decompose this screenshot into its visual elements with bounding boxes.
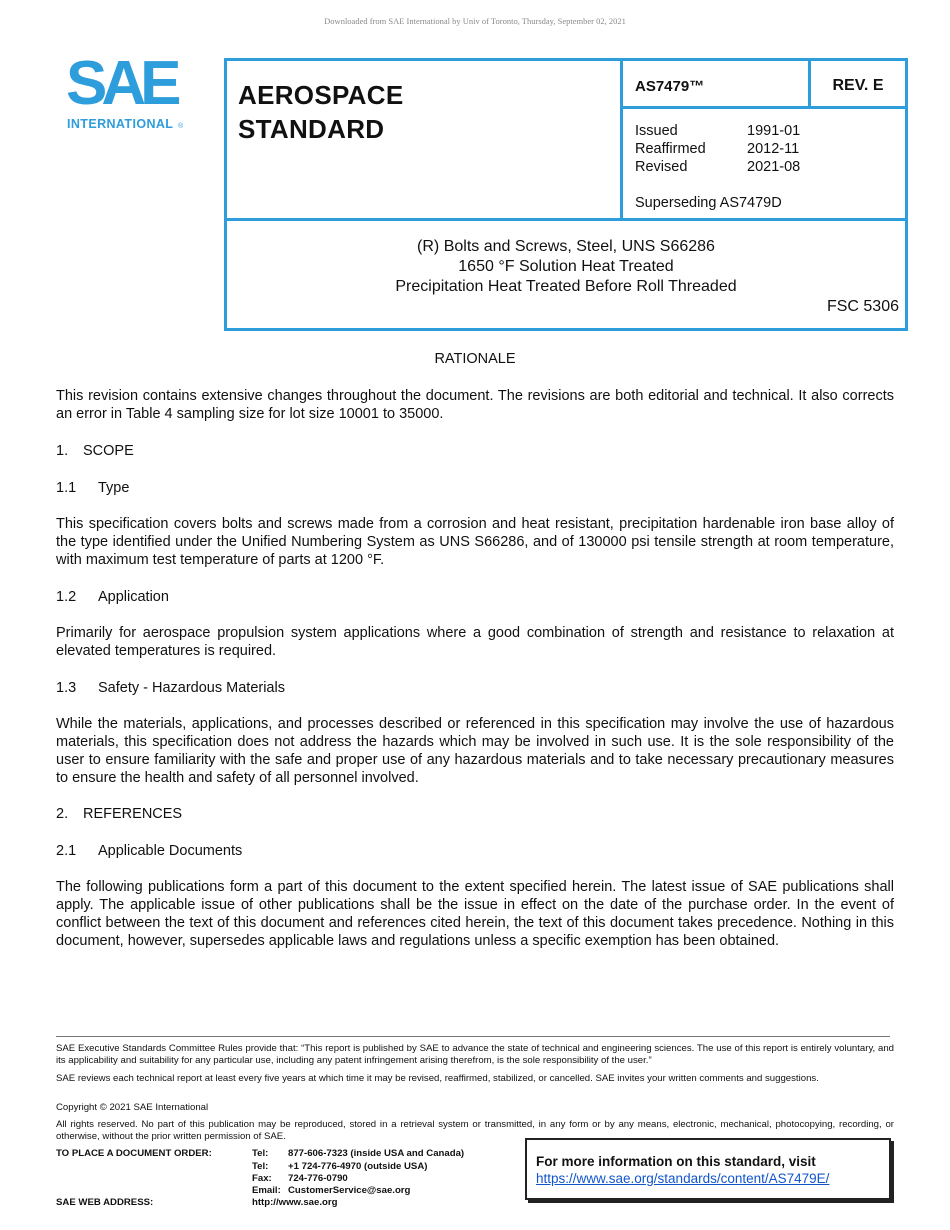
contact-label: Tel: [252, 1161, 269, 1172]
rights-note: All rights reserved. No part of this publication may be reproduced, stored in a retrieval system or transmitted, in any form or by any means, electronic, mechanical, photocopying, recording, or otherwise, without the prior written permission of SAE. [56, 1119, 894, 1142]
committee-rules-note: SAE Executive Standards Committee Rules provide that: “This report is published by SAE to advance the state of technical and engineering sciences. The use of this report is entirely voluntary, and its applicability and suitability for any particular use, including any patent infringement arising therefrom, is the sole responsibility of the user.” [56, 1043, 894, 1066]
contact-value: +1 724-776-4970 (outside USA) [288, 1161, 428, 1172]
revised-date: 2021-08 [747, 159, 801, 175]
sae-logo [66, 54, 194, 134]
contact-label: Fax: [252, 1173, 272, 1184]
dates-box [620, 106, 908, 221]
contact-label: Tel: [252, 1148, 269, 1159]
revision-box [808, 58, 908, 109]
section-heading-scope: 1. SCOPE [56, 443, 134, 459]
document-number: AS7479™ [635, 78, 705, 95]
web-address-label: SAE WEB ADDRESS: [56, 1197, 154, 1208]
rationale-paragraph: This revision contains extensive changes throughout the document. The revisions are both editorial and technical. It also corrects an error in Table 4 sampling size for lot size 10001 to 35000. [56, 388, 894, 422]
safety-paragraph: While the materials, applications, and processes described or referenced in this specification may involve the use of hazardous materials, this specification does not address the hazards which may be involved in such use. It is the sole responsibility of the user to ensure familiarity with the safe and proper use of any hazardous materials and to take necessary precautionary measures to ensure the health and safety of all personnel involved. [56, 716, 894, 786]
section-heading-application: 1.2 Application [56, 589, 169, 605]
standard-link[interactable]: https://www.sae.org/standards/content/AS7479E/ [536, 1171, 830, 1186]
web-address-link[interactable]: http://www.sae.org [252, 1197, 338, 1208]
document-number-box [620, 58, 811, 109]
registered-mark: ® [178, 123, 184, 130]
issued-date: 1991-01 [747, 123, 801, 139]
applicable-documents-paragraph: The following publications form a part of this document to the extent specified herein. The latest issue of SAE publications shall apply. The applicable issue of other publications shall be the issue in effect on the date of the purchase order. In the event of conflict between the text of this document and references cited herein, the text of this document takes precedence. Nothing in this document, however, supersedes applicable laws and regulations unless a specific exemption has been obtained. [56, 879, 894, 949]
sae-logo-subtitle: INTERNATIONAL [67, 117, 174, 131]
issued-label: Issued [635, 123, 678, 139]
section-heading-safety: 1.3 Safety - Hazardous Materials [56, 680, 285, 696]
standard-title-line: Precipitation Heat Treated Before Roll Threaded [395, 278, 737, 295]
superseding-note: Superseding AS7479D [635, 195, 782, 211]
document-type-title: AEROSPACE STANDARD [238, 80, 404, 144]
section-heading-references: 2. REFERENCES [56, 806, 183, 822]
revised-label: Revised [635, 159, 688, 175]
standard-title-box [224, 218, 908, 331]
application-paragraph: Primarily for aerospace propulsion system applications where a good combination of strength and resistance to relaxation at elevated temperatures is required. [56, 625, 894, 659]
contact-value: 877-606-7323 (inside USA and Canada) [288, 1148, 465, 1159]
type-paragraph: This specification covers bolts and screws made from a corrosion and heat resistant, precipitation hardenable iron base alloy of the type identified under the Unified Numbering System as UNS S66286, and of 130000 psi tensile strength at room temperature, with maximum test temperature of parts at 1200 °F. [56, 516, 894, 568]
reaffirmed-date: 2012-11 [747, 141, 800, 157]
sae-logo-letters: SAE [66, 54, 176, 118]
rationale-heading: RATIONALE [434, 351, 516, 367]
document-type-box [224, 58, 623, 221]
download-watermark: Downloaded from SAE International by Univ of Toronto, Thursday, September 02, 2021 [324, 16, 626, 26]
copyright-note: Copyright © 2021 SAE International [56, 1102, 209, 1113]
order-label: TO PLACE A DOCUMENT ORDER: [56, 1148, 212, 1159]
review-note: SAE reviews each technical report at least every five years at which time it may be revised, reaffirmed, stabilized, or cancelled. SAE invites your written comments and suggestions. [56, 1073, 819, 1084]
reaffirmed-label: Reaffirmed [635, 141, 706, 157]
revision-label: REV. E [832, 77, 884, 94]
footer-divider [56, 1036, 890, 1037]
section-heading-type: 1.1 Type [56, 480, 130, 496]
more-info-box [525, 1138, 891, 1200]
email-address[interactable]: CustomerService@sae.org [288, 1185, 411, 1196]
standard-title-line: (R) Bolts and Screws, Steel, UNS S66286 [417, 238, 715, 255]
fsc-code: FSC 5306 [826, 298, 899, 315]
section-heading-applicable-documents: 2.1 Applicable Documents [56, 843, 243, 859]
contact-value: 724-776-0790 [288, 1173, 348, 1184]
standard-title-line: 1650 °F Solution Heat Treated [458, 258, 674, 275]
more-info-heading: For more information on this standard, visit [536, 1154, 816, 1169]
contact-label: Email: [252, 1185, 281, 1196]
